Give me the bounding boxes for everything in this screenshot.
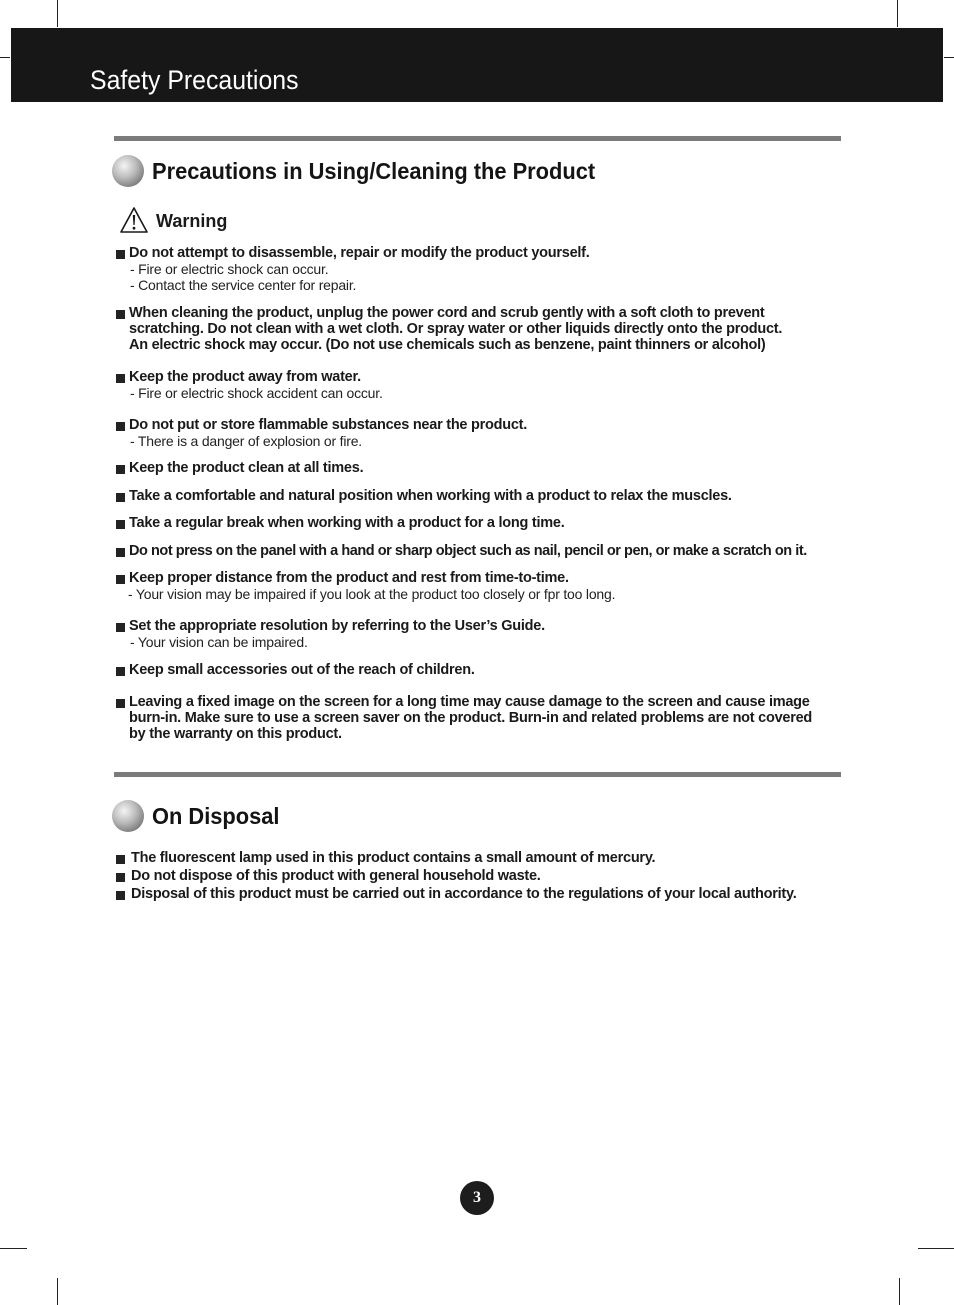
page-title: Safety Precautions	[90, 65, 299, 95]
square-bullet-icon	[116, 699, 125, 708]
page-header	[11, 28, 943, 102]
item-note: - Your vision may be impaired if you look at the product too closely or fpr too long.	[128, 586, 616, 602]
square-bullet-icon	[116, 667, 125, 676]
section-rule	[114, 772, 841, 777]
item-title: Do not put or store flammable substances near the product.	[129, 417, 528, 433]
list-item	[116, 543, 856, 559]
list-item	[116, 515, 846, 531]
list-item	[116, 850, 846, 866]
crop-mark	[944, 57, 954, 58]
crop-mark	[918, 1248, 954, 1249]
warning-triangle-icon	[119, 206, 149, 234]
item-title: The fluorescent lamp used in this product contains a small amount of mercury.	[131, 850, 656, 866]
item-title: Take a regular break when working with a product for a long time.	[129, 515, 565, 531]
item-title: Do not press on the panel with a hand or sharp object such as nail, pencil or pen, or make a scratch on it.	[129, 543, 807, 559]
square-bullet-icon	[116, 891, 125, 900]
square-bullet-icon	[116, 575, 125, 584]
square-bullet-icon	[116, 250, 125, 259]
square-bullet-icon	[116, 873, 125, 882]
item-title: Keep small accessories out of the reach of children.	[129, 662, 475, 678]
item-title: Set the appropriate resolution by referring to the User’s Guide.	[129, 618, 545, 634]
item-note: - Fire or electric shock accident can occur.	[130, 385, 383, 401]
crop-mark	[0, 1248, 27, 1249]
crop-mark	[57, 0, 58, 27]
square-bullet-icon	[116, 374, 125, 383]
list-item	[116, 460, 846, 476]
square-bullet-icon	[116, 623, 125, 632]
item-title: Do not dispose of this product with general household waste.	[131, 868, 541, 884]
list-item	[116, 369, 846, 401]
item-note: - Contact the service center for repair.	[130, 277, 357, 293]
crop-mark	[0, 57, 10, 58]
list-item	[116, 488, 846, 504]
item-title: When cleaning the product, unplug the power cord and scrub gently with a soft cloth to prevent scratching. Do not clean with a wet cloth. Or spray water or other liquids directly onto the product. An electric shock may occur. (Do not use chemicals such as benzene, paint thinners or alcohol)	[129, 305, 783, 353]
list-item	[116, 868, 846, 884]
item-title: Disposal of this product must be carried out in accordance to the regulations of your local authority.	[131, 886, 797, 902]
item-title: Do not attempt to disassemble, repair or modify the product yourself.	[129, 245, 590, 261]
item-title: Leaving a fixed image on the screen for a long time may cause damage to the screen and cause image burn-in. Make sure to use a screen saver on the product. Burn-in and related problems are not covered by the warranty on this product.	[129, 694, 813, 742]
sphere-bullet-icon	[112, 155, 144, 187]
square-bullet-icon	[116, 422, 125, 431]
square-bullet-icon	[116, 465, 125, 474]
item-note: - Fire or electric shock can occur.	[130, 261, 329, 277]
list-item	[116, 570, 846, 602]
item-title: Keep proper distance from the product and rest from time-to-time.	[129, 570, 569, 586]
square-bullet-icon	[116, 855, 125, 864]
warning-label: Warning	[156, 211, 228, 231]
list-item	[116, 305, 846, 353]
square-bullet-icon	[116, 548, 125, 557]
item-title: Keep the product away from water.	[129, 369, 361, 385]
section-rule	[114, 136, 841, 141]
list-item	[116, 662, 846, 678]
sphere-bullet-icon	[112, 800, 144, 832]
crop-mark	[57, 1278, 58, 1305]
square-bullet-icon	[116, 493, 125, 502]
list-item	[116, 417, 846, 449]
page-number: 3	[460, 1181, 494, 1215]
item-note: - There is a danger of explosion or fire.	[130, 433, 363, 449]
list-item	[116, 245, 846, 293]
crop-mark	[899, 1278, 900, 1305]
section-title: On Disposal	[152, 803, 280, 829]
section-title: Precautions in Using/Cleaning the Product	[152, 158, 596, 184]
item-title: Take a comfortable and natural position when working with a product to relax the muscles.	[129, 488, 732, 504]
crop-mark	[897, 0, 898, 27]
item-note: - Your vision can be impaired.	[130, 634, 308, 650]
item-title: Keep the product clean at all times.	[129, 460, 364, 476]
list-item	[116, 618, 846, 650]
list-item	[116, 886, 846, 902]
square-bullet-icon	[116, 310, 125, 319]
list-item	[116, 694, 846, 742]
square-bullet-icon	[116, 520, 125, 529]
